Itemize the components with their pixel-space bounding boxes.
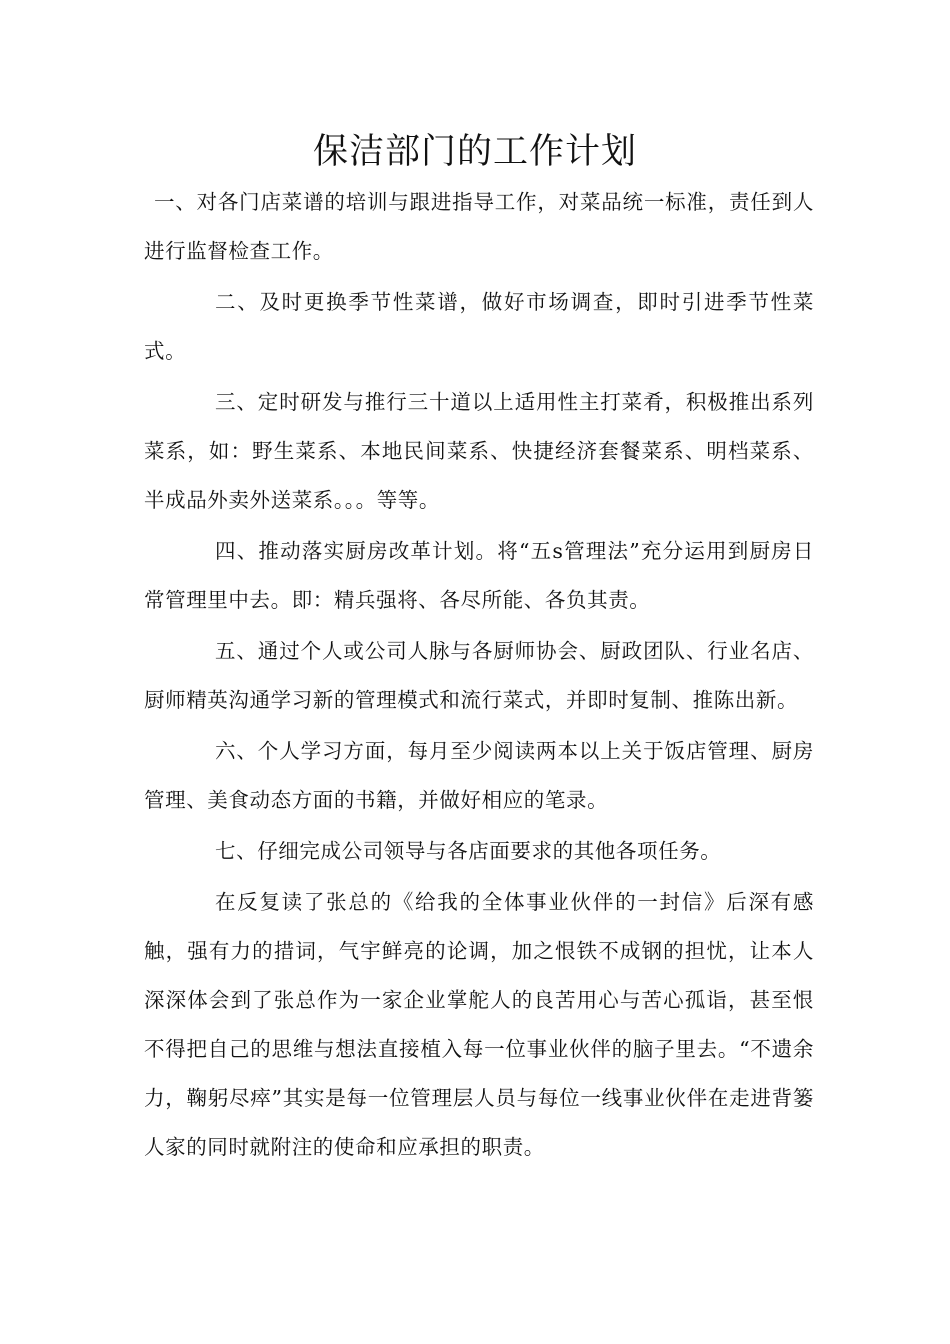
paragraph-3: 三、定时研发与推行三十道以上适用性主打菜肴，积极推出系列菜系，如：野生菜系、本地民间菜系、快捷经济套餐菜系、明档菜系、半成品外卖外送菜系。。。等等。	[144, 390, 814, 512]
paragraph-6: 六、个人学习方面，每月至少阅读两本以上关于饭店管理、厨房管理、美食动态方面的书籍，并做好相应的笔录。	[144, 739, 814, 812]
paragraph-8: 在反复读了张总的《给我的全体事业伙伴的一封信》后深有感触，强有力的措词，气宇鲜亮的论调，加之恨铁不成钢的担忧，让本人深深体会到了张总作为一家企业掌舵人的良苦用心与苦心孤诣，甚至恨不得把自己的思维与想法直接植入每一位事业伙伴的脑子里去。“不遗余力，鞠躬尽瘁”其实是每一位管理层人员与每位一线事业伙伴在走进背篓人家的同时就附注的使命和应承担的职责。	[144, 890, 814, 1159]
document-body	[144, 178, 814, 1174]
paragraph-7: 七、仔细完成公司领导与各店面要求的其他各项任务。	[215, 839, 722, 863]
paragraph-2: 二、及时更换季节性菜谱，做好市场调查，即时引进季节性菜式。	[144, 290, 814, 363]
paragraph-1: 一、对各门店菜谱的培训与跟进指导工作，对菜品统一标准，责任到人进行监督检查工作。	[144, 190, 814, 263]
document-title: 保洁部门的工作计划	[312, 132, 637, 172]
paragraph-5: 五、通过个人或公司人脉与各厨师协会、厨政团队、行业名店、厨师精英沟通学习新的管理模式和流行菜式，并即时复制、推陈出新。	[144, 639, 814, 712]
paragraph-4: 四、推动落实厨房改革计划。将“五s管理法”充分运用到厨房日常管理里中去。即：精兵强将、各尽所能、各负其责。	[144, 539, 814, 612]
